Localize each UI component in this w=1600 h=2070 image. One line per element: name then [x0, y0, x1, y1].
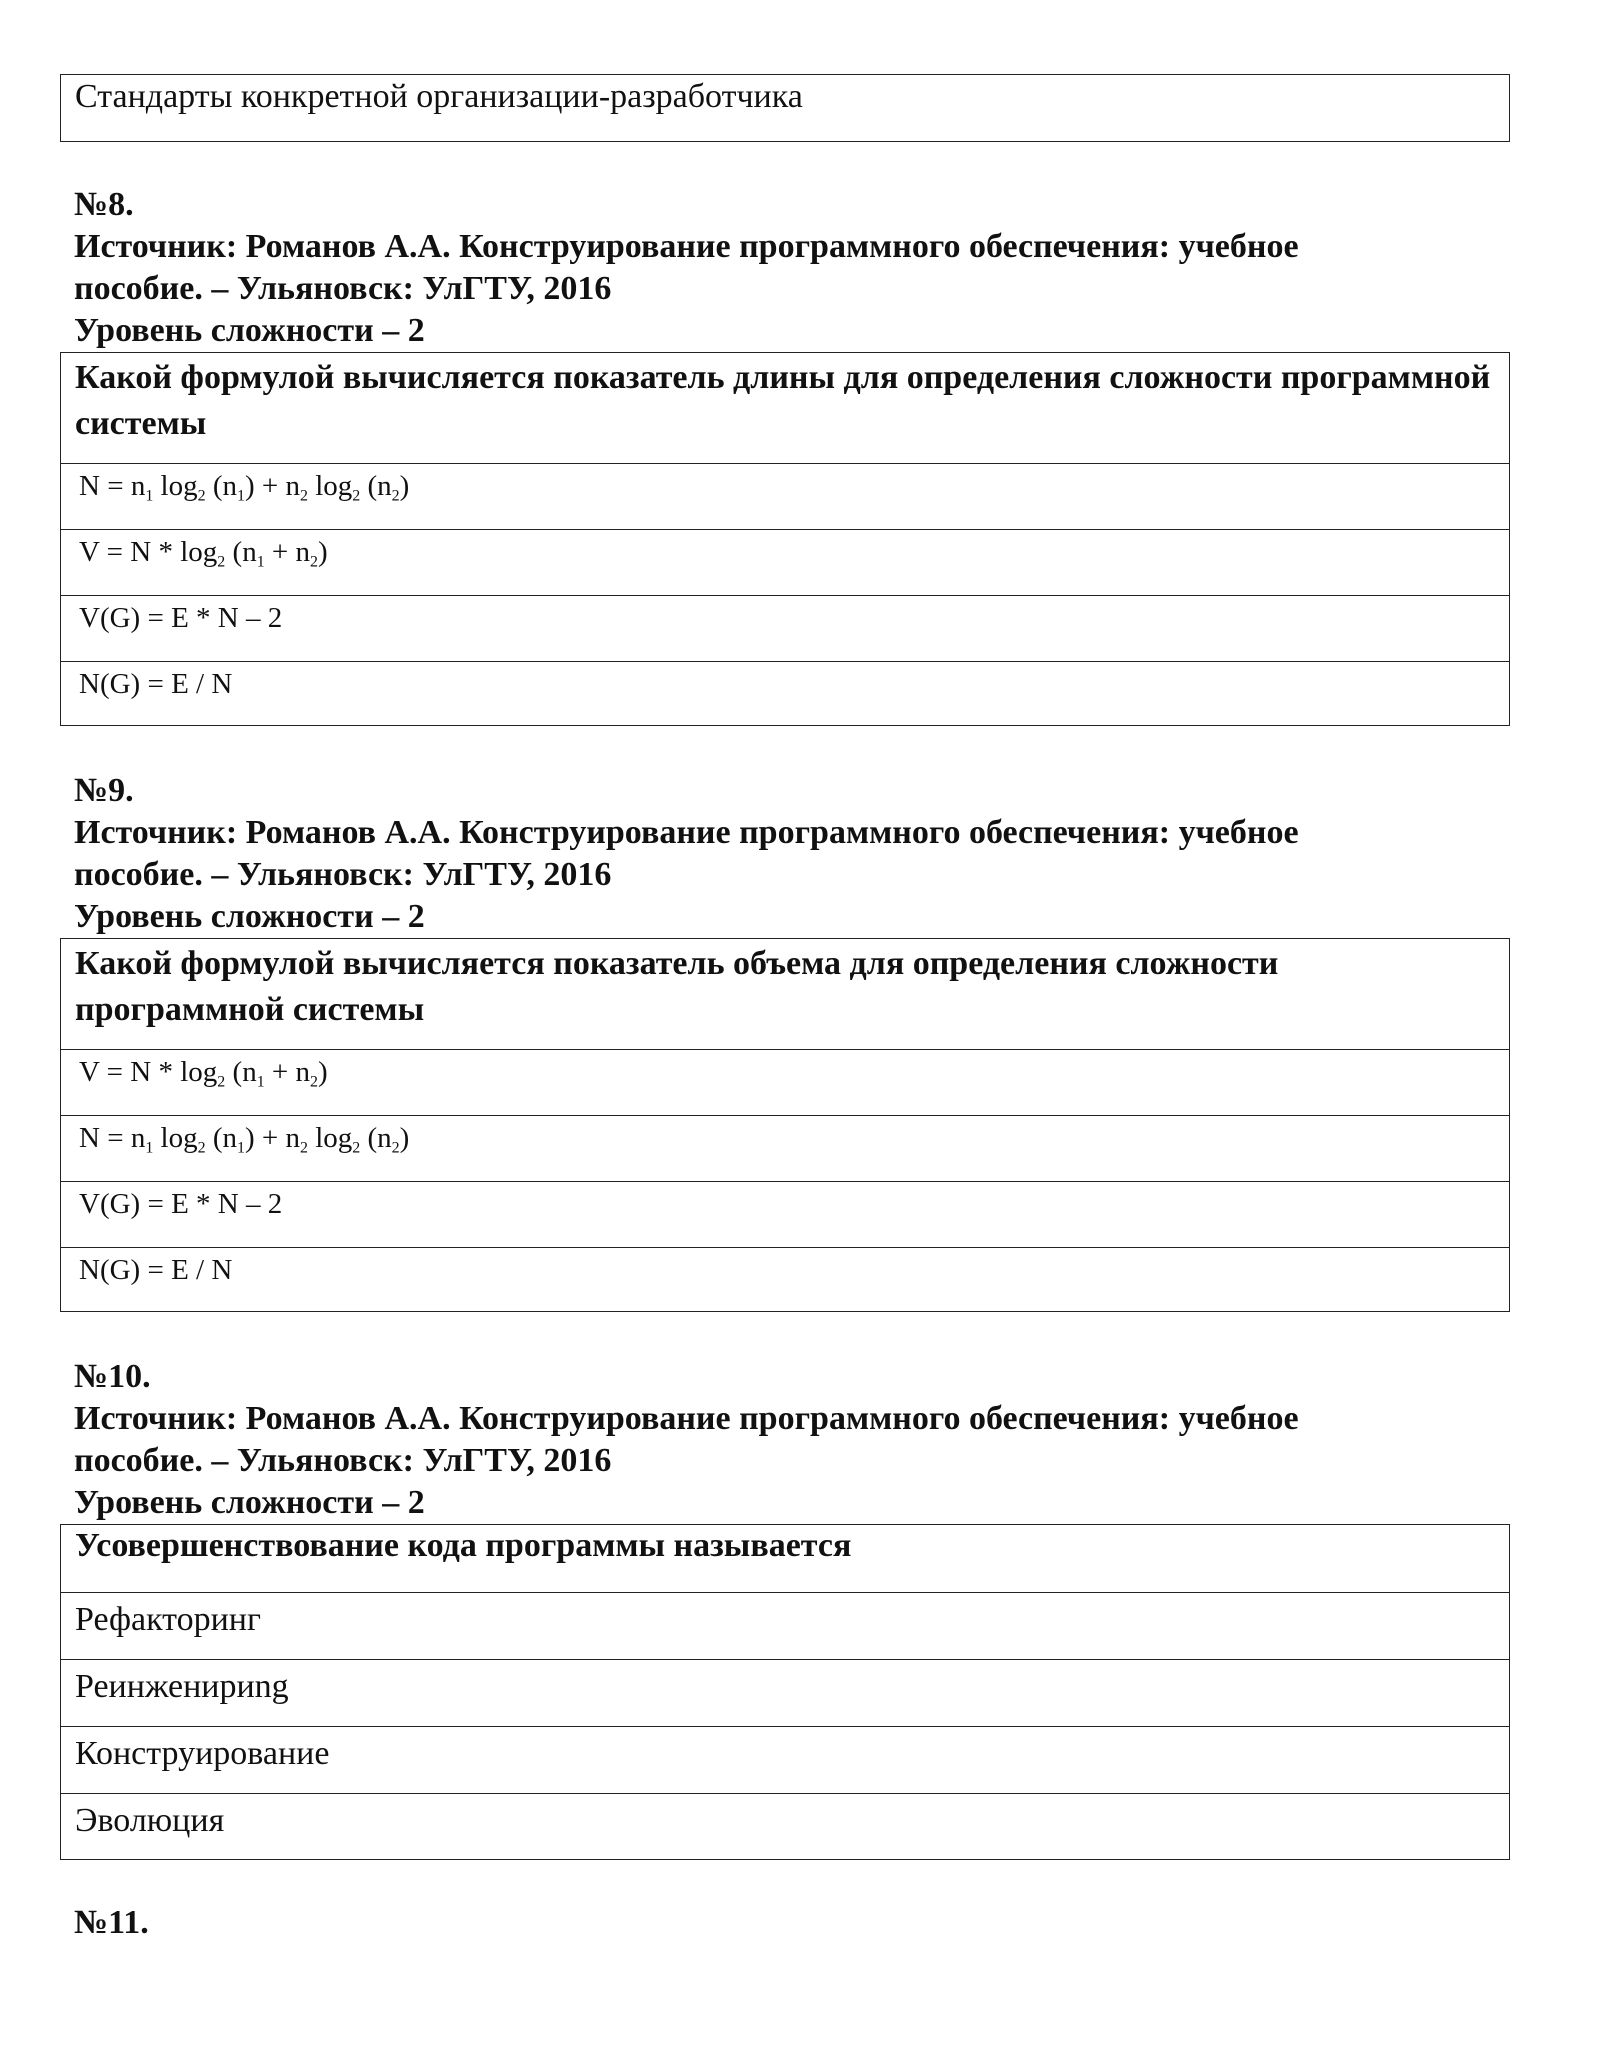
question-9-text: Какой формулой вычисляется показатель объема для определения сложности программной системы	[75, 945, 1279, 1028]
question-10-table	[60, 1524, 1510, 1860]
question-10-source-line2: пособие. – Ульяновск: УлГТУ, 2016	[74, 1442, 612, 1479]
question-9-option-4: N(G) = E / N	[61, 1247, 1509, 1311]
question-9-table	[60, 938, 1510, 1312]
question-10-option-2: Реинженириng	[61, 1659, 1509, 1726]
question-10-text: Усовершенствование кода программы называется	[75, 1527, 852, 1564]
question-9-option-3: V(G) = E * N – 2	[61, 1181, 1509, 1247]
question-9-source-line2: пособие. – Ульяновск: УлГТУ, 2016	[74, 856, 612, 893]
question-8-meta	[74, 226, 1299, 352]
question-8-source-line1: Источник: Романов А.А. Конструирование программного обеспечения: учебное	[74, 228, 1299, 265]
question-9-number: №9.	[74, 772, 134, 809]
question-8-source-line2: пособие. – Ульяновск: УлГТУ, 2016	[74, 270, 612, 307]
question-8-level: Уровень сложности – 2	[74, 312, 425, 349]
question-8-option-3: V(G) = E * N – 2	[61, 595, 1509, 661]
question-8-table	[60, 352, 1510, 726]
question-10-source-line1: Источник: Романов А.А. Конструирование программного обеспечения: учебное	[74, 1400, 1299, 1437]
prev-answer-table	[60, 74, 1510, 142]
prev-answer-cell: Стандарты конкретной организации-разработчика	[75, 78, 803, 115]
question-8-option-1: $N = n_1$ $\log_2 (n_1) + n_2$ $\log_2 (n_2)$	[61, 463, 1509, 529]
question-10-number: №10.	[74, 1358, 151, 1395]
question-8-option-4: N(G) = E / N	[61, 661, 1509, 725]
question-9-option-2: $N = n_1$ $\log_2 (n_1) + n_2$ $\log_2 (n_2)$	[61, 1115, 1509, 1181]
question-8-number: №8.	[74, 186, 134, 223]
question-9-option-1: $V = N * \log_2 (n_1 + n_2)$	[61, 1049, 1509, 1115]
question-8-text: Какой формулой вычисляется показатель длины для определения сложности программной системы	[75, 359, 1491, 442]
question-10-meta	[74, 1398, 1299, 1524]
question-9-meta	[74, 812, 1299, 938]
question-8-option-2: $V = N * \log_2 (n_1 + n_2)$	[61, 529, 1509, 595]
question-10-level: Уровень сложности – 2	[74, 1484, 425, 1521]
question-11-number: №11.	[74, 1904, 149, 1941]
question-9-source-line1: Источник: Романов А.А. Конструирование программного обеспечения: учебное	[74, 814, 1299, 851]
question-9-level: Уровень сложности – 2	[74, 898, 425, 935]
question-10-option-4: Эволюция	[61, 1793, 1509, 1859]
question-10-option-1: Рефакторинг	[61, 1592, 1509, 1659]
question-10-option-3: Конструирование	[61, 1726, 1509, 1793]
